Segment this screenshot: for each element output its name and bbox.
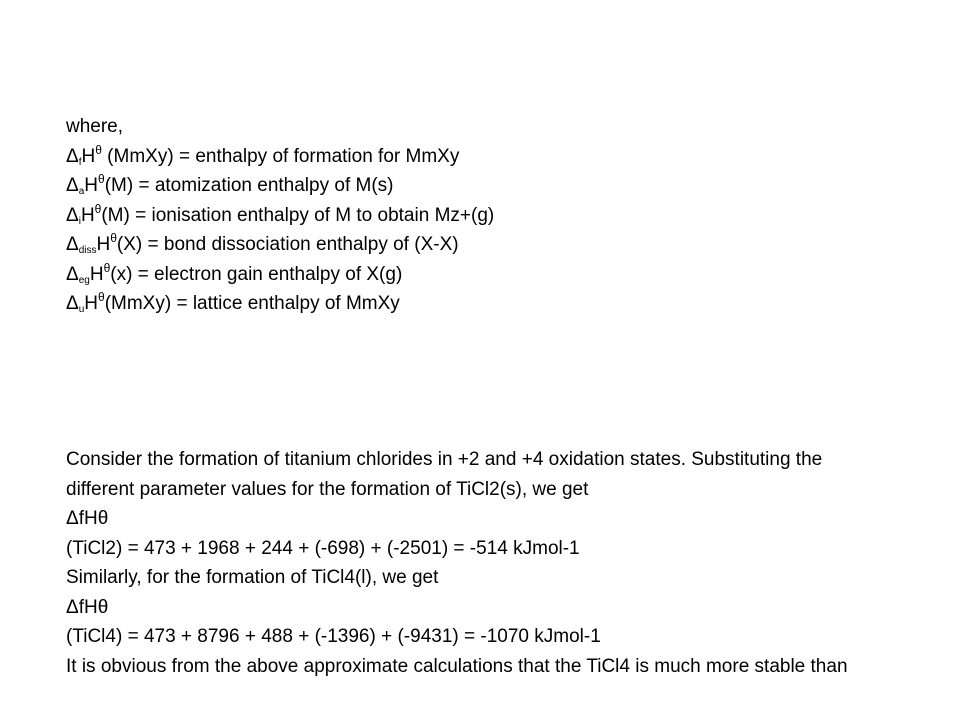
definition-text: = electron gain enthalpy of X(g) xyxy=(132,263,403,285)
definitions-block xyxy=(66,112,926,319)
definition-dissociation: $\Delta_{diss}H^\theta(X)$ = bond dissociation enthalpy of (X-X) xyxy=(66,231,459,256)
definition-text: = ionisation enthalpy of M to obtain Mz+(g) xyxy=(129,204,495,226)
symbol-delta-u-h: $\Delta_uH^\theta$ xyxy=(66,290,105,315)
definitions-intro: where, xyxy=(66,116,124,137)
paragraph-conclusion: It is obvious from the above approximate calculations that the TiCl4 is much more stable than xyxy=(66,655,848,677)
definition-text: = bond dissociation enthalpy of (X-X) xyxy=(142,234,459,255)
paragraph-similarly: Similarly, for the formation of TiCl4(l), we get xyxy=(66,567,439,588)
definition-formation: $\Delta_fH^\theta$ (MmXy) = enthalpy of formation for MmXy xyxy=(66,142,460,168)
enthalpy-symbol-ticl2: ΔfHθ xyxy=(66,508,109,529)
equation-ticl4: (TiCl4) = 473 + 8796 + 488 + (-1396) + (-9431) = -1070 kJmol-1 xyxy=(66,626,601,647)
paragraph-intro-continued: different parameter values for the formation of TiCl2(s), we get xyxy=(66,478,589,500)
definition-text: = enthalpy of formation for MmXy xyxy=(173,145,460,167)
symbol-delta-a-h: $\Delta_aH^\theta$ xyxy=(66,172,105,197)
definition-text: = lattice enthalpy of MmXy xyxy=(171,293,400,314)
definition-atomization: $\Delta_aH^\theta(M)$ = atomization enthalpy of M(s) xyxy=(66,172,394,197)
calculation-block xyxy=(66,445,936,681)
paragraph-intro: Consider the formation of titanium chlorides in +2 and +4 oxidation states. Substituting the xyxy=(66,449,823,470)
definition-text: = atomization enthalpy of M(s) xyxy=(133,175,394,196)
definition-ionisation: $\Delta_iH^\theta(M)$ = ionisation enthalpy of M to obtain Mz+(g) xyxy=(66,201,495,227)
definition-electron-gain: $\Delta_{eg}H^\theta(x)$ = electron gain enthalpy of X(g) xyxy=(66,260,403,286)
definition-lattice: $\Delta_uH^\theta(MmXy)$ = lattice enthalpy of MmXy xyxy=(66,290,400,315)
symbol-delta-i-h: $\Delta_iH^\theta$ xyxy=(66,201,102,227)
symbol-delta-f-h: $\Delta_fH^\theta$ xyxy=(66,142,102,168)
symbol-delta-diss-h: $\Delta_{diss}H^\theta$ xyxy=(66,231,117,256)
enthalpy-symbol-ticl4: ΔfHθ xyxy=(66,596,109,618)
symbol-delta-eg-h: $\Delta_{eg}H^\theta$ xyxy=(66,260,111,286)
equation-ticl2: (TiCl2) = 473 + 1968 + 244 + (-698) + (-2501) = -514 kJmol-1 xyxy=(66,537,580,559)
